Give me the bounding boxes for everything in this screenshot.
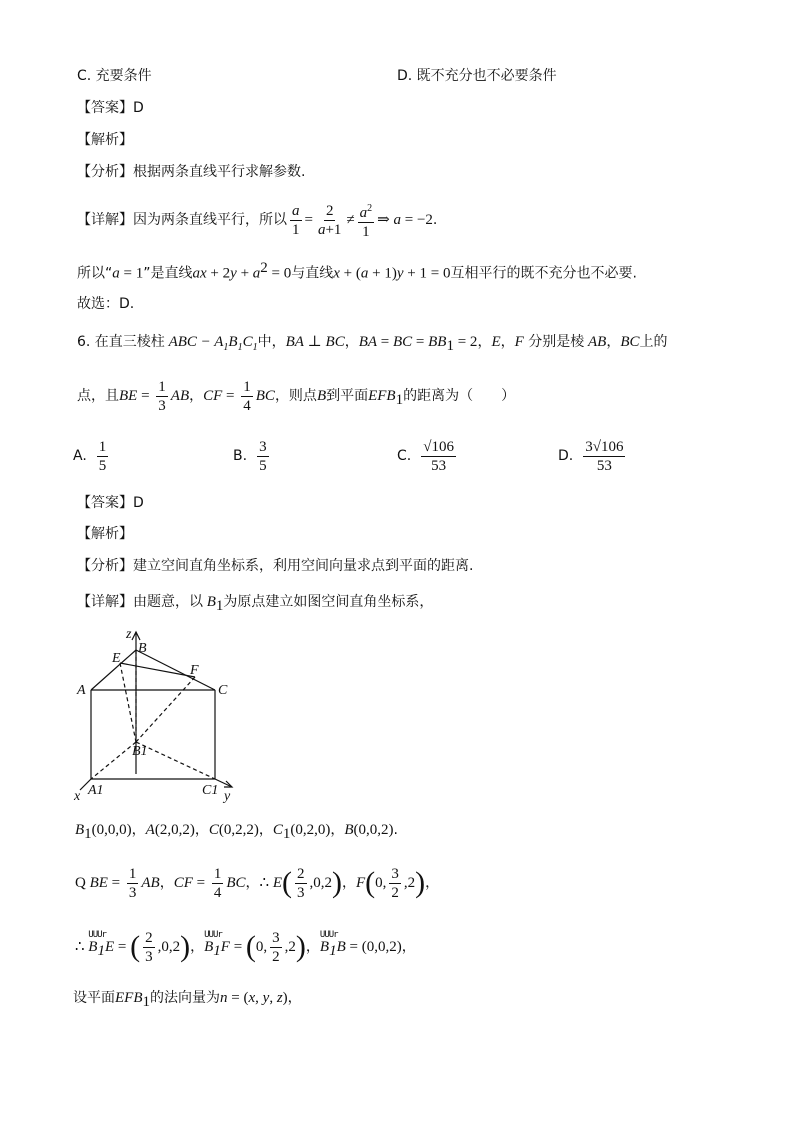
label-x: x bbox=[74, 789, 81, 804]
dash-eb1 bbox=[120, 663, 136, 742]
option-a: A. $\frac{1}{5}$ bbox=[73, 438, 107, 474]
analysis-tag: 【分析】 bbox=[77, 164, 133, 180]
detail-line: 【详解】因为两条直线平行，所以 $\frac{a}{1}$ = $\frac{2}{a+1}$ ≠ $\frac{a^2}{1}$ ⇒ a = −2. bbox=[77, 198, 437, 242]
edge-ef bbox=[120, 663, 195, 677]
frac-2-over-a1: $\frac{2}{a+1}$ bbox=[317, 202, 342, 238]
label-b1: B1 bbox=[132, 744, 148, 759]
option-d-q6: D. $\frac{3√106}{53}$ bbox=[558, 438, 624, 474]
be-cf-line: Q BE = $\frac{1}{3}$ AB，CF = $\frac{1}{4}$ BC，∴ E( $\frac{2}{3}$ ,0,2)，F(0, $\frac{3}{2}$ ,2)， bbox=[75, 865, 440, 901]
so-line: 所以“a = 1”是直线ax + $2y + a^2 = 0$与直线x + (a + 1)y + 1 = 0互相平行的既不充分也不必要. bbox=[77, 260, 637, 282]
label-c: C bbox=[218, 683, 228, 698]
dash-fb1 bbox=[136, 677, 195, 742]
answer-value: D bbox=[133, 100, 144, 116]
answer-line bbox=[77, 98, 144, 118]
choose-line: 故选：D. bbox=[77, 296, 135, 312]
label-a: A bbox=[77, 683, 86, 698]
q6-answer-line: 【答案】D bbox=[77, 495, 144, 511]
q6-stem-line2: 点，且BE = $\frac{1}{3}$ AB，CF = $\frac{1}{4}$ BC，则点B到平面$EFB_1$的距离为（ ） bbox=[77, 378, 516, 414]
q6-detail-line: 【详解】由题意，以 $B_1$为原点建立如图空间直角坐标系， bbox=[77, 594, 434, 614]
detail-text: 因为两条直线平行，所以 bbox=[133, 212, 287, 228]
label-c1: C1 bbox=[202, 783, 219, 798]
option-d: D. 既不充分也不必要条件 bbox=[397, 68, 557, 84]
q6-analysis-line: 【分析】建立空间直角坐标系，利用空间向量求点到平面的距离. bbox=[77, 558, 474, 574]
detail-tag: 【详解】 bbox=[77, 212, 133, 228]
q6-stem-line1: 6. 在直三棱柱 ABC − $A_1B_1C_1$中，BA ⊥ BC，BA = BC = $BB_1 = 2$，E，F 分别是棱 AB，BC上的 bbox=[77, 334, 668, 354]
analysis-label: 【解析】 bbox=[77, 132, 133, 148]
prism-figure bbox=[70, 622, 250, 808]
q6-analysis-label: 【解析】 bbox=[77, 526, 133, 542]
coords-line: $B_1(0,0,0)$，A(2,0,2)，C(0,2,2)，$C_1(0,2,0)$，B(0,0,2). bbox=[75, 822, 398, 842]
edge-bc bbox=[136, 650, 215, 690]
option-c: C. 充要条件 bbox=[77, 68, 152, 84]
answer-label: 【答案】 bbox=[77, 100, 133, 116]
option-c-q6: C. $\frac{√106}{53}$ bbox=[397, 438, 454, 474]
label-b: B bbox=[138, 641, 147, 656]
label-e: E bbox=[112, 651, 121, 666]
label-y: y bbox=[224, 789, 231, 804]
dash-b1c1 bbox=[136, 742, 215, 779]
normal-line: 设平面$EFB_1$的法向量为n = (x, y, z)， bbox=[73, 990, 302, 1010]
label-a1: A1 bbox=[88, 783, 104, 798]
vectors-line: ∴ $B_1E$ UUUr = ( $\frac{2}{3}$ ,0,2)，$B_1F$ UUUr = (0, $\frac{3}{2}$ ,2)，$B_1B$ UUUr = (0,0,2)， bbox=[75, 929, 416, 965]
analysis-text: 根据两条直线平行求解参数. bbox=[133, 164, 306, 180]
analysis-line bbox=[77, 162, 305, 182]
frac-a-over-1: $\frac{a}{1}$ bbox=[292, 202, 300, 238]
option-b: B. $\frac{3}{5}$ bbox=[233, 438, 267, 474]
label-f: F bbox=[190, 663, 199, 678]
frac-a2-over-1: $\frac{a^2}{1}$ bbox=[358, 200, 375, 241]
label-z: z bbox=[126, 627, 132, 642]
dash-b1a1 bbox=[91, 742, 136, 779]
